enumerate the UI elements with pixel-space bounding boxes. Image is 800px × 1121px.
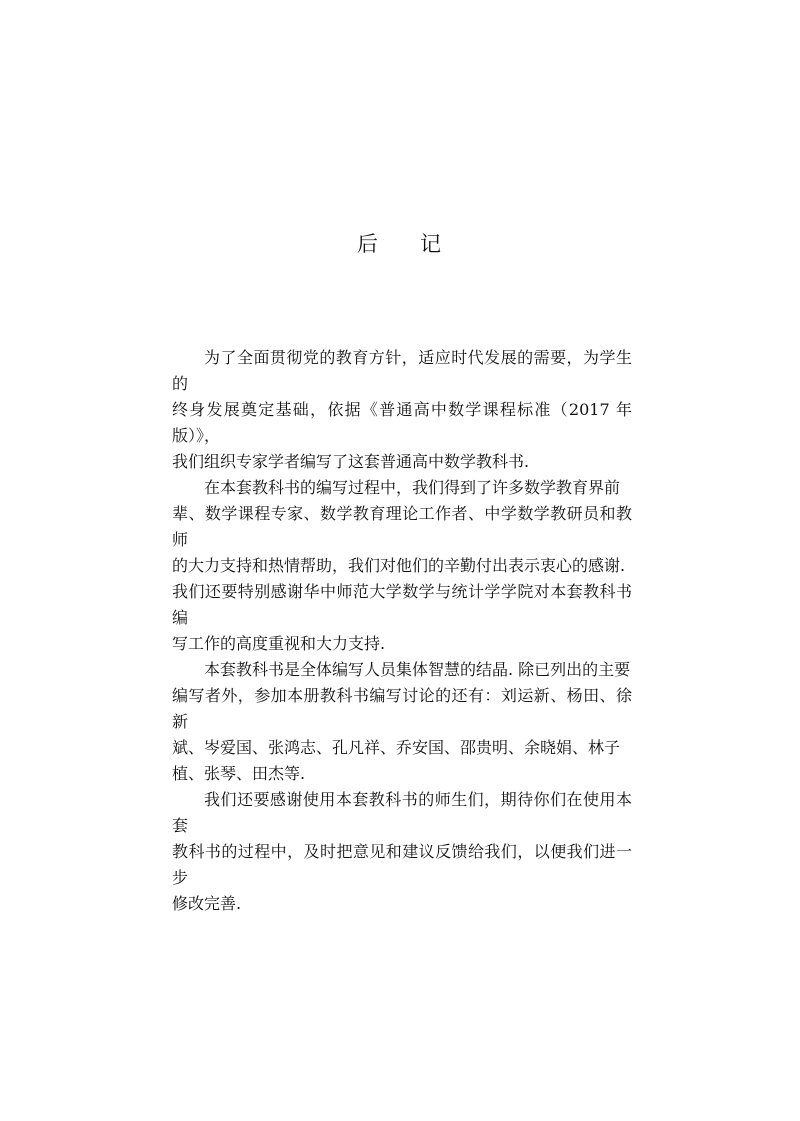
- page-title: [0, 228, 800, 258]
- paragraph-1: [172, 345, 632, 475]
- text-line: 我们还要特别感谢华中师范大学数学与统计学学院对本套教科书编: [172, 582, 632, 627]
- text-line: 终身发展奠定基础，依据《普通高中数学课程标准（2017 年版）》，: [172, 400, 632, 445]
- text-line: 我们组织专家学者编写了这套普通高中数学教科书.: [172, 452, 530, 471]
- paragraph-3: [172, 657, 632, 787]
- text-line: 植、张琴、田杰等.: [172, 764, 306, 783]
- text-line: 教科书的过程中，及时把意见和建议反馈给我们，以便我们进一步: [172, 842, 632, 887]
- text-line: 编写者外，参加本册教科书编写讨论的还有：刘运新、杨田、徐新: [172, 686, 632, 731]
- text-line: 为了全面贯彻党的教育方针，适应时代发展的需要，为学生的: [172, 348, 632, 393]
- text-line: 我们还要感谢使用本套教科书的师生们，期待你们在使用本套: [172, 790, 632, 835]
- afterword-body: [172, 345, 632, 917]
- text-line: 的大力支持和热情帮助，我们对他们的辛勤付出表示衷心的感谢.: [172, 556, 626, 575]
- text-line: 辈、数学课程专家、数学教育理论工作者、中学数学教研员和教师: [172, 504, 632, 549]
- paragraph-2: [172, 475, 632, 657]
- title-part-1: 后: [357, 232, 380, 256]
- text-line: 在本套教科书的编写过程中，我们得到了许多数学教育界前: [204, 478, 621, 497]
- title-part-2: 记: [420, 232, 443, 256]
- text-line: 本套教科书是全体编写人员集体智慧的结晶. 除已列出的主要: [204, 660, 631, 679]
- text-line: 写工作的高度重视和大力支持.: [172, 634, 386, 653]
- text-line: 斌、岑爱国、张鸿志、孔凡祥、乔安国、邵贵明、余晓娟、林子: [172, 738, 621, 757]
- paragraph-4: [172, 787, 632, 917]
- text-line: 修改完善.: [172, 894, 242, 913]
